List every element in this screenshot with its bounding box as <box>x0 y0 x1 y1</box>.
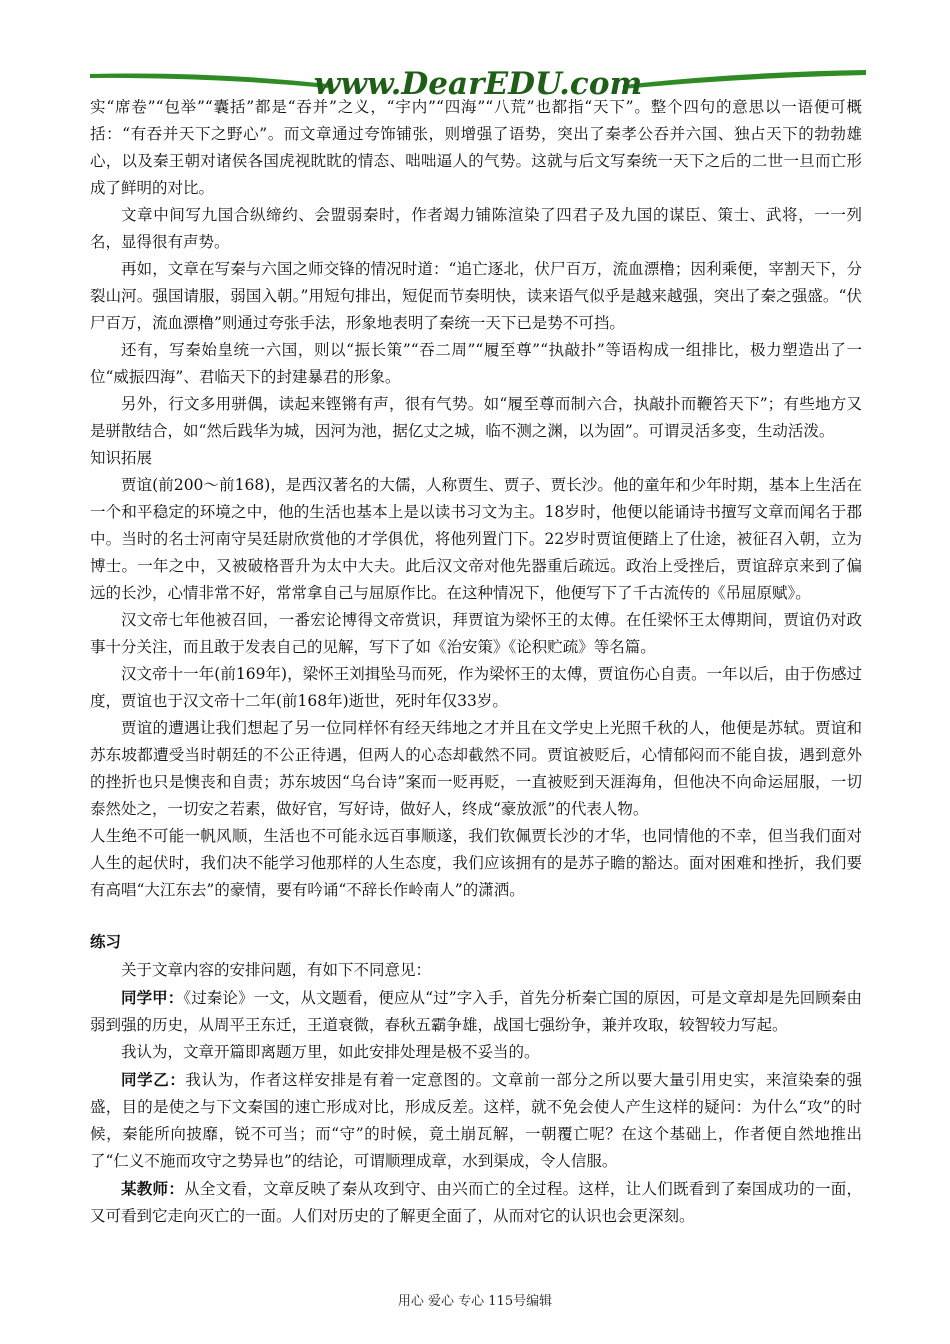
paragraph: 还有，写秦始皇统一六国，则以“振长策”“吞二周”“履至尊”“执敲扑”等语构成一组排比，极力塑造出了一位“威振四海”、君临天下的封建暴君的形象。 <box>90 341 862 386</box>
paragraph: 文章中间写九国合纵缔约、会盟弱秦时，作者竭力铺陈渲染了四君子及九国的谋臣、策士、武将，一一列名，显得很有声势。 <box>90 206 862 251</box>
header-brand[interactable]: www.DearEDU.com <box>313 66 643 102</box>
paragraph: 贾谊(前200～前168)，是西汉著名的大儒，人称贾生、贾子、贾长沙。他的童年和少年时期，基本上生活在一个和平稳定的环境之中，他的生活也基本上是以读书习文为主。18岁时，他便以能诵诗书擅写文章而闻名于郡中。当时的名士河南守吴廷尉欣赏他的才学俱优，将他列置门下。22岁时贾谊便踏上了仕途，被征召入朝，立为博士。一年之中，又被破格晋升为太中大夫。此后汉文帝对他先器重后疏远。政治上受挫后，贾谊辞京来到了偏远的长沙，心情非常不好，常常拿自己与屈原作比。在这种情况下，他便写下了千古流传的《吊屈原赋》。 <box>90 476 862 602</box>
knowledge-heading: 知识拓展 <box>90 449 153 467</box>
exercise-intro: 关于文章内容的安排问题，有如下不同意见： <box>121 961 432 979</box>
paragraph: 再如，文章在写秦与六国之师交锋的情况时道：“追亡逐北，伏尸百万，流血漂橹；因利乘便，宰割天下，分裂山河。强国请服，弱国入朝。”用短句排出，短促而节奏明快，读来语气似乎是越来越强，突出了秦之强盛。“伏尸百万，流血漂橹”则通过夸张手法，形象地表明了秦统一天下已是势不可挡。 <box>90 260 862 332</box>
paragraph: 汉文帝十一年(前169年)，梁怀王刘揖坠马而死，作为梁怀王的太傅，贾谊伤心自责。一年以后，由于伤感过度，贾谊也于汉文帝十二年(前168年)逝世，死时年仅33岁。 <box>90 665 862 710</box>
header-swoosh-left <box>90 73 328 88</box>
student-a-label: 同学甲： <box>121 988 184 1007</box>
student-a-conclusion: 我认为，文章开篇即离题万里，如此安排处理是极不妥当的。 <box>121 1043 540 1061</box>
student-b-opinion <box>90 1066 862 1175</box>
teacher-opinion <box>90 1175 862 1230</box>
student-a-opinion <box>90 984 862 1039</box>
student-a-text: 《过秦论》一文，从文题看，便应从“过”字入手，首先分析秦亡国的原因，可是文章却是先回顾秦由弱到强的历史，从周平王东迁，王道衰微，春秋五霸争雄，战国七强纷争，兼并攻取，较智较力写起。 <box>90 989 862 1034</box>
paragraph: 人生绝不可能一帆风顺，生活也不可能永远百事顺遂，我们钦佩贾长沙的才华，也同情他的不幸，但当我们面对人生的起伏时，我们决不能学习他那样的人生态度，我们应该拥有的是苏子瞻的豁达。面对困难和挫折，我们要有高唱“大江东去”的豪情，要有吟诵“不辞长作岭南人”的潇洒。 <box>90 827 862 899</box>
exercise-heading: 练习 <box>90 933 122 951</box>
paragraph: 汉文帝七年他被召回，一番宏论博得文帝赏识，拜贾谊为梁怀王的太傅。在任梁怀王太傅期间，贾谊仍对政事十分关注，而且敢于发表自己的见解，写下了如《治安策》《论积贮疏》等名篇。 <box>90 611 862 656</box>
document-body <box>90 94 862 1230</box>
header-swoosh-right <box>623 70 866 89</box>
student-b-text: 我认为，作者这样安排是有着一定意图的。文章前一部分之所以要大量引用史实，来渲染秦的强盛，目的是使之与下文秦国的速亡形成对比，形成反差。这样，就不免会使人产生这样的疑问：为什么“攻”的时候，秦能所向披靡，锐不可当；而“守”的时候，竟土崩瓦解，一朝覆亡呢？在这个基础上，作者便自然地推出了“仁义不施而攻守之势异也”的结论，可谓顺理成章，水到渠成，令人信服。 <box>90 1071 862 1170</box>
teacher-text: 从全文看，文章反映了秦从攻到守、由兴而亡的全过程。这样，让人们既看到了秦国成功的一面，又可看到它走向灭亡的一面。人们对历史的了解更全面了，从而对它的认识也会更深刻。 <box>90 1180 862 1225</box>
page-footer: 用心 爱心 专心 115号编辑 <box>397 1294 553 1309</box>
paragraph: 实“席卷”“包举”“囊括”都是“吞并”之义，“宇内”“四海”“八荒”也都指“天下”。整个四句的意思以一语便可概括：“有吞并天下之野心”。而文章通过夸饰铺张，则增强了语势，突出了秦孝公吞并六国、独占天下的勃勃雄心，以及秦王朝对诸侯各国虎视眈眈的情态、咄咄逼人的气势。这就与后文写秦统一天下之后的二世一旦而亡形成了鲜明的对比。 <box>90 98 862 197</box>
paragraph: 另外，行文多用骈偶，读起来铿锵有声，很有气势。如“履至尊而制六合，执敲扑而鞭笞天下”；有些地方又是骈散结合，如“然后践华为城，因河为池，据亿丈之城，临不测之渊，以为固”。可谓灵活多变，生动活泼。 <box>90 395 862 440</box>
student-b-label: 同学乙： <box>121 1070 186 1089</box>
teacher-label: 某教师： <box>121 1179 185 1198</box>
paragraph: 贾谊的遭遇让我们想起了另一位同样怀有经天纬地之才并且在文学史上光照千秋的人，他便是苏轼。贾谊和苏东坡都遭受当时朝廷的不公正待遇，但两人的心态却截然不同。贾谊被贬后，心情郁闷而不能自拔，遇到意外的挫折也只是懊丧和自责；苏东坡因“乌台诗”案而一贬再贬，一直被贬到天涯海角，但他决不向命运屈服，一切泰然处之，一切安之若素，做好官，写好诗，做好人，终成“豪放派”的代表人物。 <box>90 719 862 818</box>
